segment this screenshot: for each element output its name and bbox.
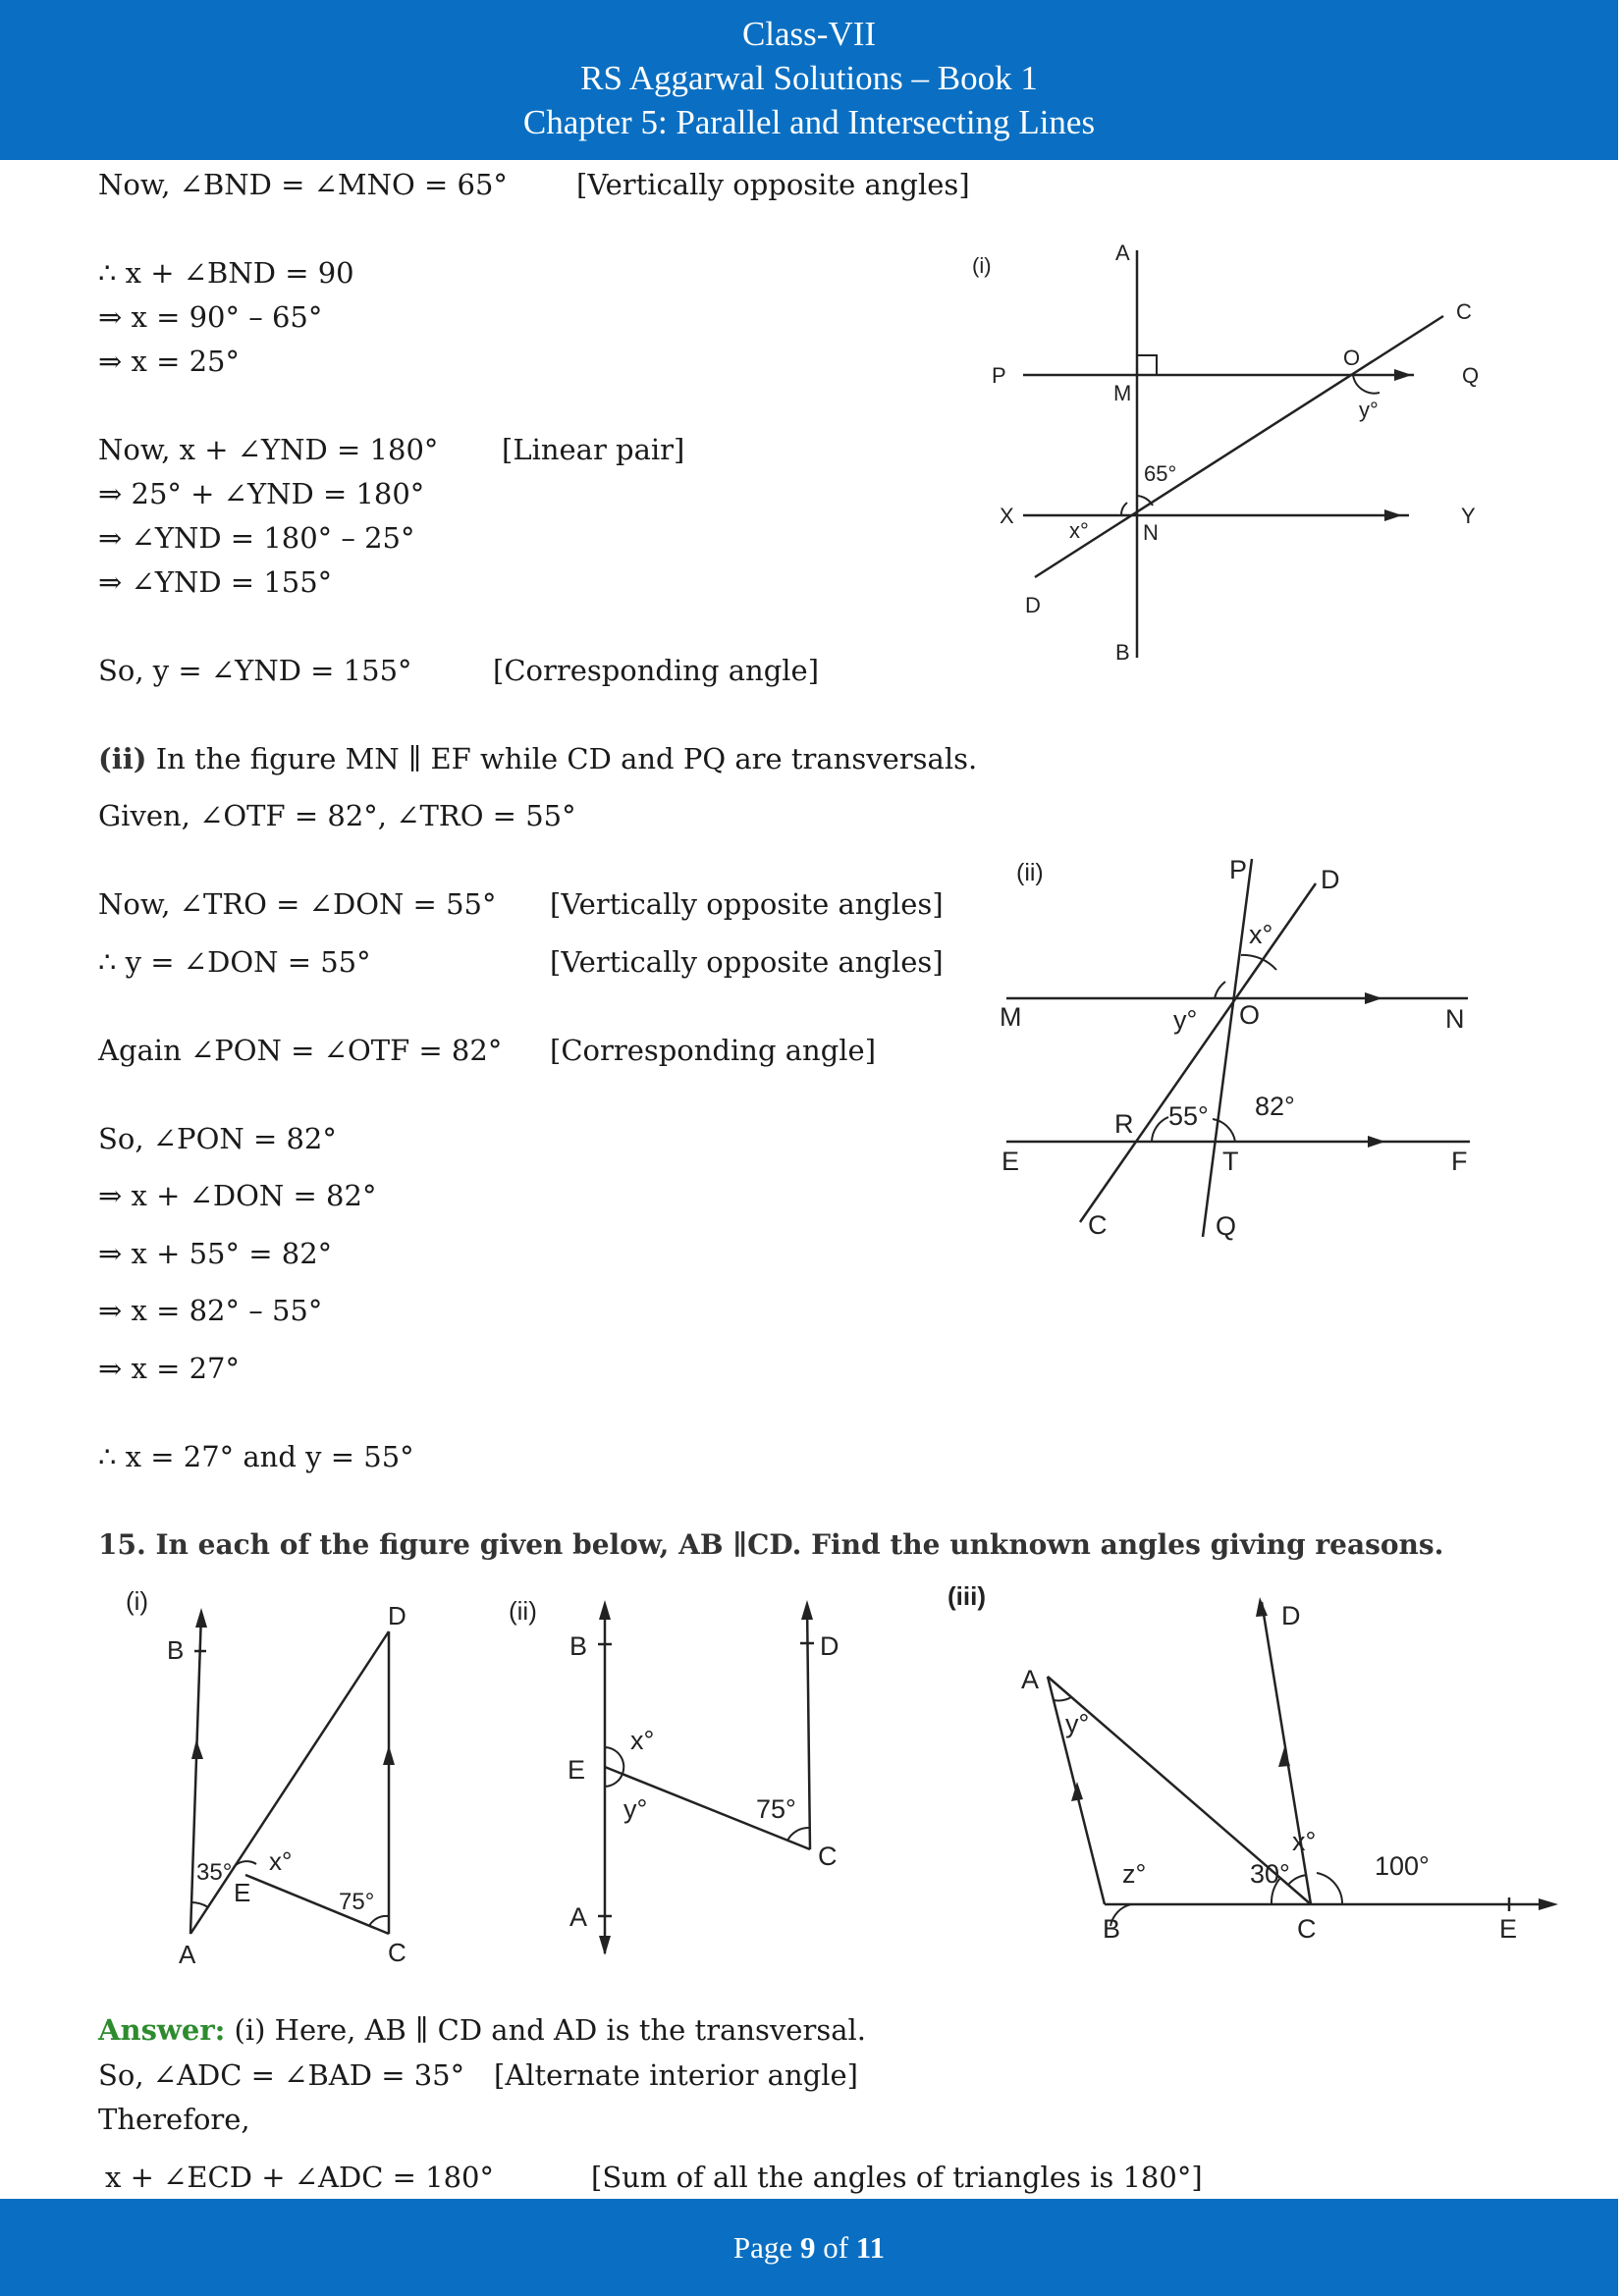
text-line: ⇒ x = 90° – 65°: [98, 300, 323, 334]
angle-label: y°: [623, 1794, 648, 1824]
text-line: ∴ x + ∠BND = 90: [98, 256, 354, 290]
point-label: N: [1143, 520, 1159, 545]
reason: [Alternate interior angle]: [494, 2058, 858, 2092]
text-line: ⇒ x + ∠DON = 82°: [98, 1179, 377, 1212]
text-line: ∴ x = 27° and y = 55°: [98, 1440, 414, 1473]
text-line: Now, ∠BND = ∠MNO = 65°: [98, 168, 508, 201]
point-label: E: [568, 1755, 586, 1785]
header-class: Class-VII: [741, 15, 877, 53]
point-label: C: [388, 1938, 406, 1967]
point-label: M: [1113, 381, 1132, 405]
reason: [Corresponding angle]: [550, 1034, 877, 1067]
point-label: P: [992, 363, 1006, 388]
angle-label: x°: [630, 1726, 655, 1755]
point-label: A: [569, 1902, 588, 1932]
angle-label: y°: [1065, 1709, 1090, 1738]
question-15: 15. In each of the figure given below, AB ∥CD. Find the unknown angles giving reasons.: [98, 1528, 1444, 1561]
text-line: x + ∠ECD + ∠ADC = 180°: [105, 2161, 495, 2194]
point-label: B: [1103, 1914, 1121, 1944]
text-line: ⇒ x + 55° = 82°: [98, 1237, 333, 1270]
point-label: C: [1088, 1210, 1108, 1240]
point-label: C: [818, 1842, 838, 1871]
text-line: Now, x + ∠YND = 180°: [98, 433, 439, 466]
angle-label: x°: [269, 1846, 293, 1876]
point-label: B: [1115, 640, 1130, 665]
text-line: Therefore,: [98, 2103, 250, 2136]
point-label: E: [234, 1878, 251, 1907]
figure-q15-ii: [501, 1590, 874, 1963]
point-label: N: [1445, 1004, 1465, 1034]
answer-text: (i) Here, AB ∥ CD and AD is the transversal.: [225, 2013, 866, 2047]
page-total: 11: [855, 2230, 886, 2265]
reason: [Vertically opposite angles]: [550, 887, 944, 921]
figure-tag: (i): [972, 253, 992, 278]
figure-q15-iii: [938, 1571, 1566, 1963]
angle-label: 30°: [1250, 1859, 1290, 1889]
point-label: Q: [1216, 1211, 1237, 1241]
reason: [Vertically opposite angles]: [576, 168, 970, 201]
reason: [Vertically opposite angles]: [550, 945, 944, 979]
point-label: O: [1239, 1000, 1261, 1030]
text-line: ⇒ x = 25°: [98, 345, 241, 378]
angle-label: x°: [1249, 920, 1273, 949]
angle-label: 100°: [1375, 1851, 1430, 1881]
figure-tag: (i): [126, 1586, 149, 1616]
point-label: E: [1499, 1914, 1518, 1944]
point-label: A: [1115, 240, 1130, 265]
point-label: D: [1321, 865, 1340, 894]
point-label: B: [569, 1631, 588, 1661]
angle-label: 82°: [1255, 1092, 1295, 1121]
text-line: ⇒ ∠YND = 180° – 25°: [98, 521, 415, 555]
angle-label: 75°: [339, 1889, 375, 1915]
page-footer: [0, 2199, 1618, 2296]
angle-label: x°: [1069, 518, 1089, 543]
figure-tag: (ii): [1016, 859, 1044, 886]
angle-label: y°: [1359, 398, 1379, 422]
text-line: ⇒ ∠YND = 155°: [98, 565, 333, 599]
part-text: In the figure MN ∥ EF while CD and PQ are transversals.: [146, 742, 978, 775]
point-label: Q: [1462, 363, 1480, 388]
reason: [Corresponding angle]: [493, 654, 820, 687]
answer-label: Answer:: [98, 2013, 226, 2047]
point-label: X: [1000, 504, 1014, 528]
footer-prefix: Page: [732, 2230, 800, 2265]
point-label: F: [1451, 1147, 1468, 1176]
point-label: Y: [1461, 504, 1476, 528]
point-label: D: [1281, 1601, 1301, 1630]
footer-of: of: [815, 2230, 856, 2265]
text-line: So, ∠PON = 82°: [98, 1122, 337, 1155]
angle-label: 55°: [1168, 1101, 1209, 1131]
text-line: ⇒ 25° + ∠YND = 180°: [98, 477, 425, 510]
text-line: ∴ y = ∠DON = 55°: [98, 945, 371, 979]
angle-label: 35°: [196, 1859, 233, 1886]
point-label: D: [1025, 593, 1041, 617]
point-label: C: [1456, 299, 1472, 324]
point-label: M: [1000, 1002, 1022, 1032]
text-line: So, ∠ADC = ∠BAD = 35°: [98, 2058, 465, 2092]
point-label: E: [1001, 1147, 1020, 1176]
point-label: C: [1297, 1914, 1317, 1944]
text-line: ⇒ x = 82° – 55°: [98, 1294, 323, 1327]
answer-line: [98, 2012, 866, 2048]
figure-ii-parallel-lines: [982, 844, 1492, 1256]
figure-q15-i: [108, 1571, 461, 1983]
angle-label: 65°: [1144, 461, 1177, 486]
angle-label: x°: [1292, 1827, 1317, 1856]
reason: [Sum of all the angles of triangles is 180°]: [591, 2161, 1203, 2194]
angle-label: z°: [1122, 1859, 1147, 1889]
figure-tag: (ii): [509, 1596, 537, 1626]
point-label: A: [1021, 1665, 1040, 1694]
point-label: O: [1343, 346, 1361, 370]
point-label: D: [820, 1631, 839, 1661]
angle-label: 75°: [756, 1794, 796, 1824]
part-ii-statement: [98, 741, 977, 776]
text-line: Given, ∠OTF = 82°, ∠TRO = 55°: [98, 799, 576, 832]
text-line: Again ∠PON = ∠OTF = 82°: [98, 1034, 503, 1067]
text-line: Now, ∠TRO = ∠DON = 55°: [98, 887, 497, 921]
angle-label: y°: [1173, 1005, 1198, 1035]
figure-tag: (iii): [947, 1581, 986, 1611]
page-header: [0, 0, 1618, 160]
point-label: D: [388, 1601, 406, 1630]
text-line: ⇒ x = 27°: [98, 1352, 241, 1385]
reason: [Linear pair]: [502, 433, 685, 466]
page-number: 9: [799, 2230, 816, 2265]
point-label: A: [179, 1940, 196, 1969]
header-book: RS Aggarwal Solutions – Book 1: [580, 59, 1038, 97]
header-chapter: Chapter 5: Parallel and Intersecting Lines: [522, 103, 1096, 141]
text-line: So, y = ∠YND = 155°: [98, 654, 412, 687]
figure-i-parallel-lines: [962, 236, 1512, 677]
point-label: T: [1222, 1147, 1239, 1176]
point-label: B: [167, 1635, 185, 1665]
part-label: (ii): [98, 742, 147, 775]
point-label: P: [1229, 855, 1248, 884]
point-label: R: [1114, 1109, 1134, 1139]
